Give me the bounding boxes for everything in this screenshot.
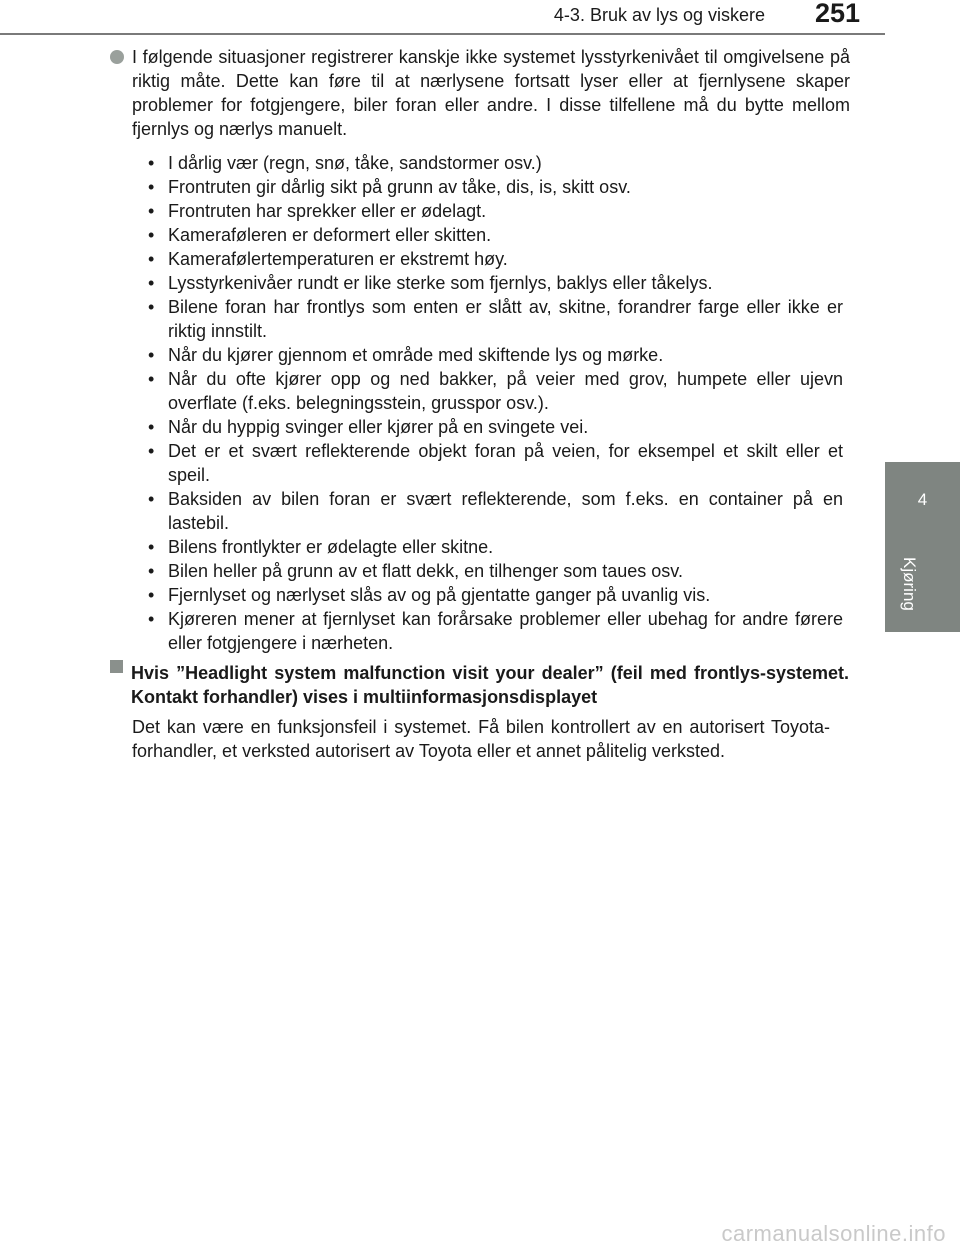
- chapter-number: 4: [917, 490, 928, 509]
- list-item: • Kameraføleren er deformert eller skitten.: [148, 223, 843, 247]
- list-item: • Når du kjører gjennom et område med skiftende lys og mørke.: [148, 343, 843, 367]
- section-heading-row: [110, 655, 850, 709]
- list-item: • Frontruten gir dårlig sikt på grunn av tåke, dis, is, skitt osv.: [148, 175, 843, 199]
- section-title: 4-3. Bruk av lys og viskere: [553, 5, 765, 25]
- list-item: • Når du ofte kjører opp og ned bakker, på veier med grov, humpete eller ujevn overflate (f.eks. belegningsstein, grusspor osv.).: [148, 367, 843, 415]
- list-item: • Bilens frontlykter er ødelagte eller skitne.: [148, 535, 843, 559]
- list-item: • Frontruten har sprekker eller er ødelagt.: [148, 199, 843, 223]
- intro-paragraph: I følgende situasjoner registrerer kanskje ikke systemet lysstyrkenivået til omgivelsene på riktig måte. Dette kan føre til at nærlysene fortsatt lyser eller at fjernlysene skaper problemer for fotgjengere, biler foran eller andre. I disse tilfellene må du bytte mellom fjernlys og nærlys manuelt.: [132, 47, 850, 139]
- list-item: • Når du hyppig svinger eller kjører på en svingete vei.: [148, 415, 843, 439]
- list-item: • Kamerafølertemperaturen er ekstremt høy.: [148, 247, 843, 271]
- list-item: • Kjøreren mener at fjernlyset kan forårsake problemer eller ubehag for andre førere eller fotgjengere i nærheten.: [148, 607, 843, 655]
- list-item: • I dårlig vær (regn, snø, tåke, sandstormer osv.): [148, 151, 843, 175]
- square-bullet-icon: [110, 660, 123, 673]
- list-item: • Lysstyrkenivåer rundt er like sterke som fjernlys, baklys eller tåkelys.: [148, 271, 843, 295]
- chapter-label: Kjøring: [900, 557, 919, 611]
- list-item: • Bilen heller på grunn av et flatt dekk, en tilhenger som taues osv.: [148, 559, 843, 583]
- circle-bullet-icon: [110, 50, 124, 64]
- list-item: • Fjernlyset og nærlyset slås av og på gjentatte ganger på uvanlig vis.: [148, 583, 843, 607]
- chapter-side-tab: [885, 462, 960, 632]
- watermark: carmanualsonline.info: [721, 1221, 946, 1246]
- header-divider: [0, 33, 890, 35]
- section-body: Det kan være en funksjonsfeil i systemet. Få bilen kontrollert av en autorisert Toyota-forhandler, et verksted autorisert av Toyota eller et annet pålitelig verksted.: [132, 717, 830, 761]
- side-tab-top-spacer: [885, 0, 960, 460]
- list-item: • Bilene foran har frontlys som enten er slått av, skitne, forandrer farge eller ikke er riktig innstilt.: [148, 295, 843, 343]
- intro-item: [110, 45, 850, 141]
- section-heading: Hvis ”Headlight system malfunction visit your dealer” (feil med frontlys-systemet. Kontakt forhandler) vises i multiinformasjonsdisplayet: [131, 663, 849, 707]
- page-content: [110, 45, 850, 763]
- list-item: • Det er et svært reflekterende objekt foran på veien, for eksempel et skilt eller et speil.: [148, 439, 843, 487]
- page-header: [0, 0, 880, 36]
- page-number: 251: [814, 0, 860, 28]
- situation-list: [148, 151, 843, 655]
- list-item: • Baksiden av bilen foran er svært reflekterende, som f.eks. en container på en lastebil.: [148, 487, 843, 535]
